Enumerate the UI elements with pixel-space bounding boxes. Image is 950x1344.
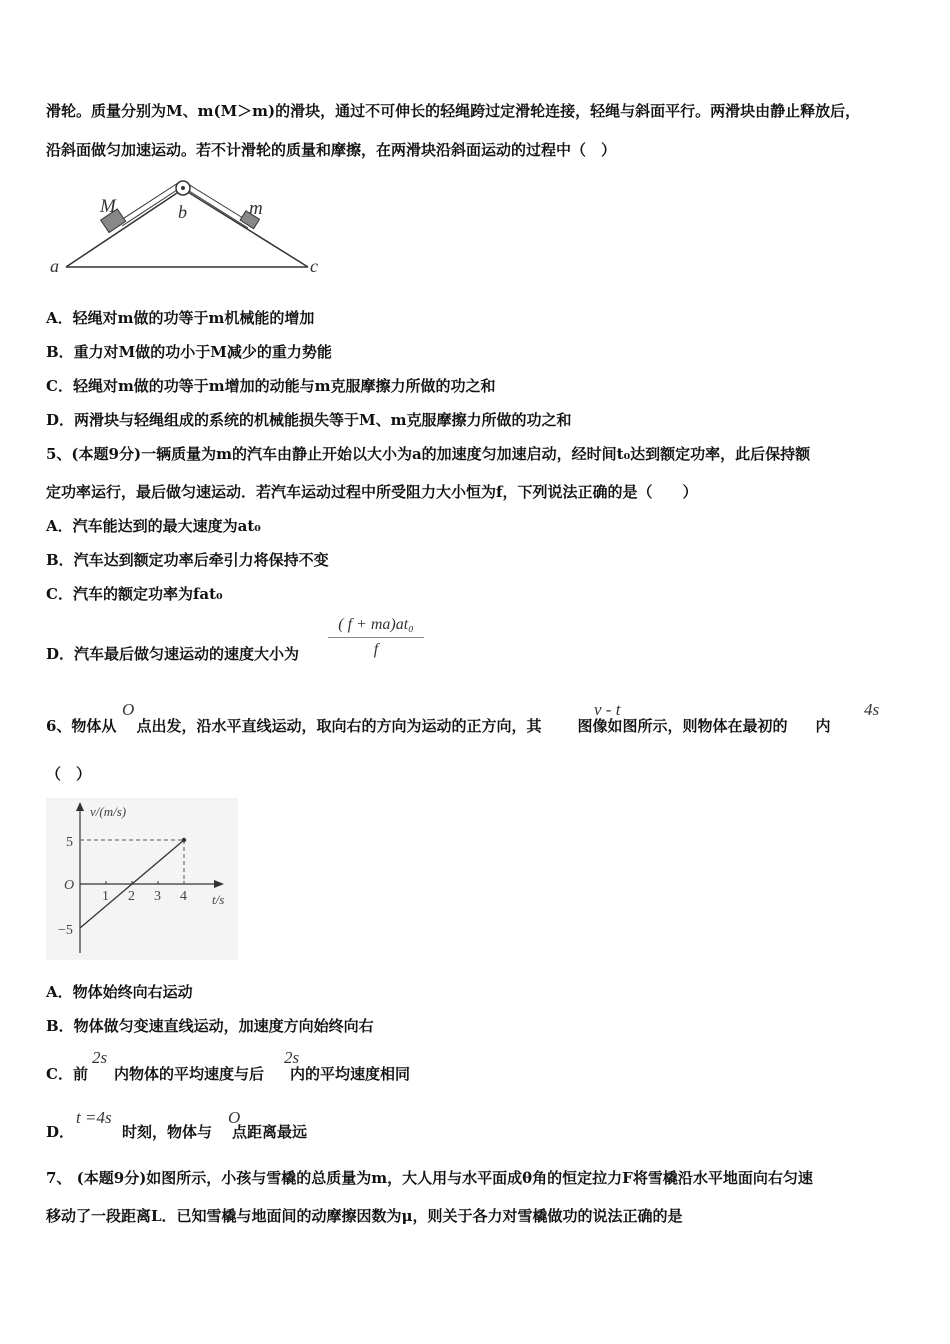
q6-stem-a: 6、物体从	[46, 717, 117, 735]
q6-option-b: B．物体做匀变速直线运动，加速度方向始终向右	[46, 1017, 374, 1035]
label-M: M	[100, 196, 116, 217]
x-axis-label: t/s	[212, 892, 225, 907]
y-tick-5: 5	[66, 835, 73, 850]
q6-paren: （ ）	[46, 765, 92, 783]
q6-vt: v - t	[594, 700, 621, 719]
q4-option-d: D．两滑块与轻绳组成的系统的机械能损失等于M、m克服摩擦力所做的功之和	[46, 411, 572, 429]
q6-c-pre: C．前	[46, 1065, 88, 1083]
q4-option-b: B．重力对M做的功小于M减少的重力势能	[46, 343, 332, 361]
y-axis-label: v/(m/s)	[90, 804, 127, 819]
q6-d-pre: D．	[46, 1123, 75, 1141]
x-axis-arrow	[214, 880, 224, 888]
q6-c-2s-first: 2s	[92, 1048, 108, 1067]
q6-option-a: A．物体始终向右运动	[46, 983, 193, 1001]
q6-4s: 4s	[864, 700, 880, 719]
q5-option-a: A．汽车能达到的最大速度为at₀	[46, 517, 261, 535]
y-tick-neg5: −5	[58, 923, 73, 938]
q6-vt-chart	[46, 798, 238, 960]
vt-endpoint	[182, 838, 186, 842]
q7-stem-line2: 移动了一段距离L．已知雪橇与地面间的动摩擦因数为μ，则关于各力对雪橇做功的说法正确的是	[46, 1207, 683, 1225]
q6-stem-b: 点出发，沿水平直线运动，取向右的方向为运动的正方向，其	[136, 717, 542, 735]
q6-d-O: O	[228, 1108, 241, 1127]
x-tick-label-1: 1	[102, 889, 109, 904]
rope-left	[118, 183, 178, 222]
q6-point-O: O	[122, 700, 135, 719]
q6-c-2s-second: 2s	[284, 1048, 300, 1067]
q6-c-mid: 内物体的平均速度与后	[113, 1065, 264, 1083]
q5-option-d: D．汽车最后做匀速运动的速度大小为	[46, 645, 300, 663]
x-tick-label-3: 3	[154, 889, 161, 904]
fraction-denominator: f	[373, 641, 379, 658]
q6-stem	[46, 716, 830, 736]
q6-stem-d: 内	[815, 717, 831, 735]
x-tick-label-4: 4	[180, 889, 187, 904]
label-a: a	[50, 256, 59, 276]
y-axis-arrow	[76, 802, 84, 811]
q6-d-mid: 时刻，物体与	[122, 1123, 213, 1141]
q5-option-c: C．汽车的额定功率为fat₀	[46, 585, 223, 603]
q4-stem-line1: 滑轮。质量分别为M、m(M＞m)的滑块，通过不可伸长的轻绳跨过定滑轮连接，轻绳与斜面平行。两滑块由静止释放后，	[46, 102, 861, 120]
q6-stem-c: 图像如图所示，则物体在最初的	[577, 717, 788, 735]
q6-c-post: 内的平均速度相同	[289, 1065, 410, 1083]
q6-d-post: 点距离最远	[232, 1123, 308, 1141]
incline-left	[66, 189, 183, 267]
x-tick-label-2: 2	[128, 889, 135, 904]
label-b: b	[178, 202, 187, 222]
q5-fraction	[328, 616, 424, 659]
q4-stem-line2: 沿斜面做匀加速运动。若不计滑轮的质量和摩擦，在两滑块沿斜面运动的过程中（ ）	[46, 141, 617, 159]
q4-option-c: C．轻绳对m做的功等于m增加的动能与m克服摩擦力所做的功之和	[46, 377, 496, 395]
q5-stem-line1: 5、(本题9分)一辆质量为m的汽车由静止开始以大小为a的加速度匀加速启动，经时间t₀达到额定功率，此后保持额	[46, 445, 811, 463]
fraction-bar	[328, 637, 424, 638]
q4-option-a: A．轻绳对m做的功等于m机械能的增加	[46, 309, 315, 327]
label-m: m	[249, 198, 263, 219]
q4-incline-figure	[46, 176, 336, 280]
q6-d-t4s: t =4s	[76, 1108, 112, 1127]
incline-right	[183, 189, 308, 267]
q5-stem-line2: 定功率运行，最后做匀速运动．若汽车运动过程中所受阻力大小恒为f，下列说法正确的是（ ）	[46, 483, 698, 501]
q5-option-b: B．汽车达到额定功率后牵引力将保持不变	[46, 551, 329, 569]
fraction-numerator: ( f + ma)at₀	[338, 616, 414, 633]
origin-label: O	[64, 878, 75, 893]
label-c: c	[310, 256, 318, 276]
q7-stem-line1: 7、 (本题9分)如图所示，小孩与雪橇的总质量为m，大人用与水平面成θ角的恒定拉力F将雪橇沿水平地面向右匀速	[46, 1169, 813, 1187]
